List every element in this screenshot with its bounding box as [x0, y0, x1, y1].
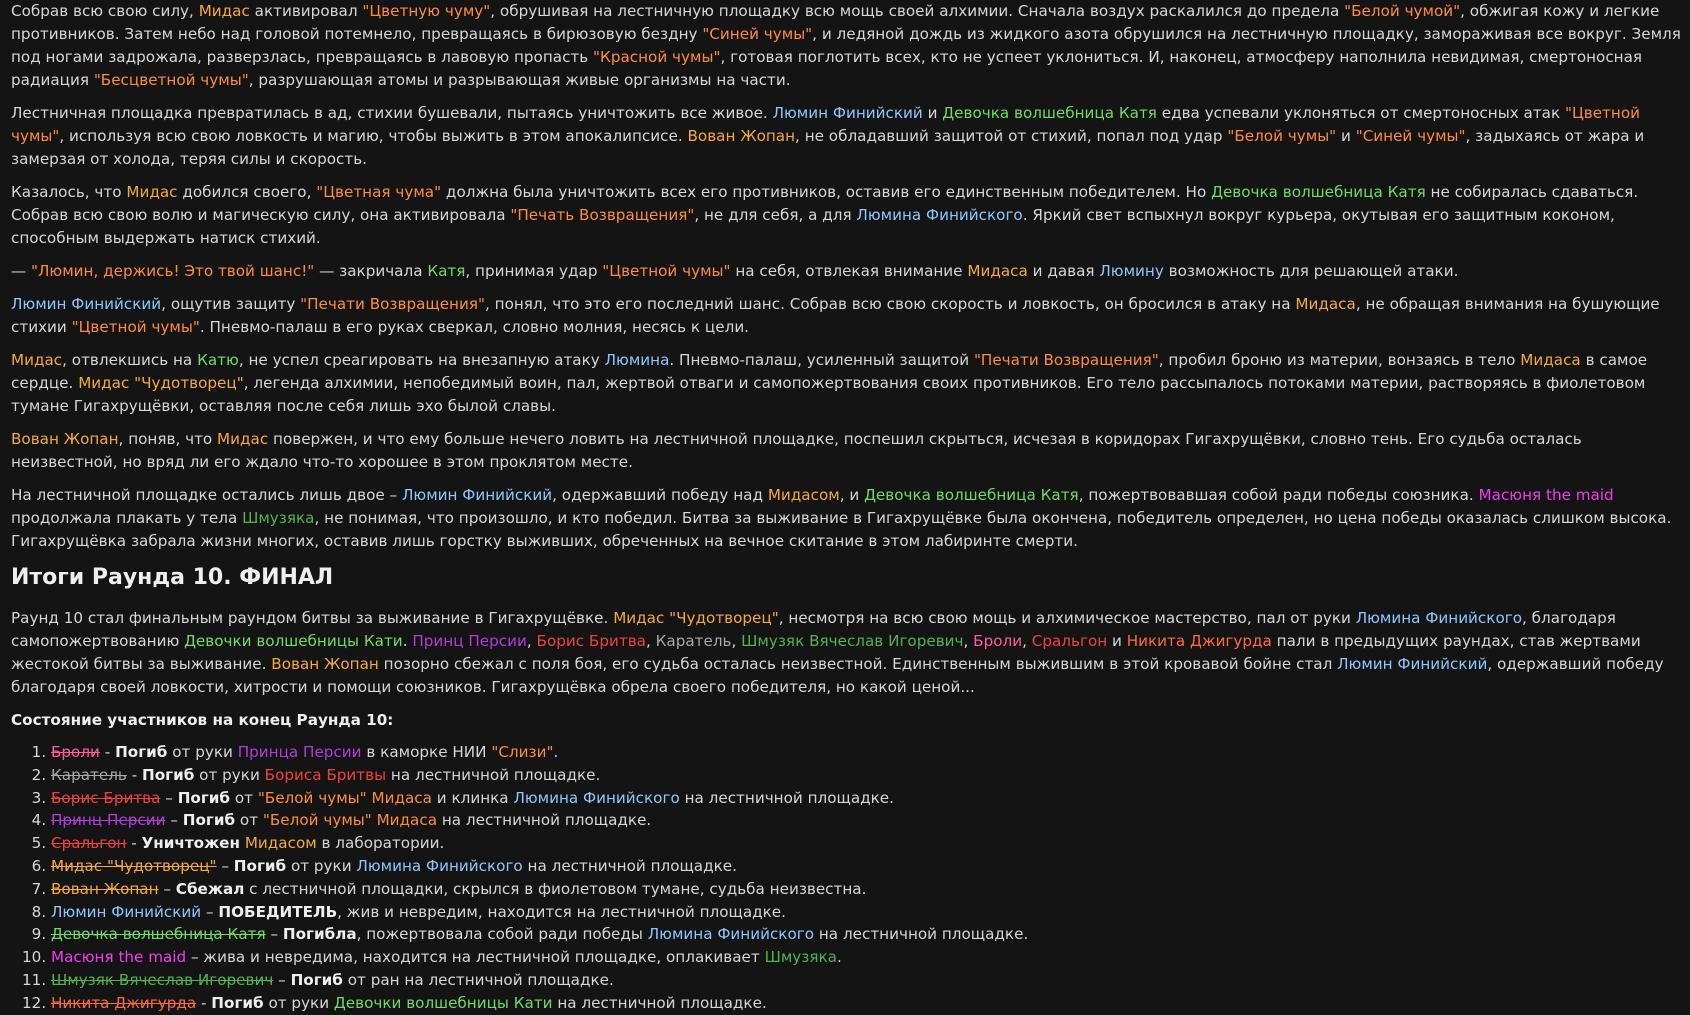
participant-status-item [51, 969, 1681, 992]
story-paragraph-6 [11, 349, 1681, 418]
highlighted-name: Люмин Финийский [1337, 655, 1488, 673]
highlighted-name: Мидаса [967, 262, 1028, 280]
status-word: Уничтожен [141, 834, 240, 853]
highlighted-name: Люмина Финийского [856, 206, 1023, 224]
highlighted-name: Никита Джигурда [51, 993, 197, 1012]
highlighted-name: "Белой чумой" [1344, 2, 1461, 20]
status-list-title: Состояние участников на конец Раунда 10: [11, 711, 394, 729]
story-paragraph-4 [11, 260, 1681, 283]
text-run: . [553, 743, 559, 761]
highlighted-name: Шмузяк Вячеслав Игоревич [741, 632, 964, 650]
highlighted-name: Люмина [604, 351, 670, 369]
text-run: , жив и невредим, находится на лестничной площадке. [337, 902, 786, 921]
highlighted-name: Катя [427, 262, 466, 280]
highlighted-name: Люмина Финийского [647, 925, 815, 944]
participant-status-item [51, 878, 1681, 901]
text-run: – [158, 879, 176, 898]
text-run: Собрав всю свою силу, [11, 2, 199, 20]
highlighted-name: "Печать Возвращения" [510, 206, 695, 224]
highlighted-name: "Цветной чумы" [11, 104, 1640, 145]
text-run: Раунд 10 стал финальным раундом битвы за выживание в Гигахрущёвке. [11, 609, 614, 627]
highlighted-name: "Печати Возвращения" [973, 351, 1159, 369]
text-run: от руки [194, 765, 265, 784]
highlighted-name: Вован Жопан [11, 430, 119, 448]
text-run: должна была уничтожить всех его противников, оставив его единственным победителем. Но [441, 183, 1212, 201]
text-run: - [126, 765, 143, 784]
highlighted-name: Шмузяка [764, 948, 837, 967]
text-run: , не обращая внимания на бушующие стихии [11, 295, 1660, 336]
highlighted-name: "Бесцветной чумы" [93, 71, 249, 89]
text-run: , готовая поглотить всех, кто не успеет уклониться. И, наконец, атмосферу наполнила невидимая, смертоносная радиация [11, 48, 1643, 89]
text-run: , несмотря на всю свою мощь и алхимическое мастерство, пал от руки [778, 609, 1356, 627]
highlighted-name: Мидас "Чудотворец" [613, 609, 779, 627]
highlighted-name: Сральгон [1031, 632, 1108, 650]
participant-status-item [51, 764, 1681, 787]
highlighted-name: "Белой чумы" [1227, 127, 1337, 145]
story-paragraph-7 [11, 428, 1681, 474]
story-paragraph-1 [11, 0, 1681, 92]
highlighted-name: Броли [973, 632, 1023, 650]
status-word: Погиб [233, 856, 287, 875]
text-run: , не для себя, а для [694, 206, 857, 224]
highlighted-name: Каратель [655, 632, 732, 650]
text-run: на лестничной площадке. [437, 811, 652, 830]
participant-status-item [51, 923, 1681, 946]
text-run: пали в предыдущих раундах, став жертвами жестокой битвы за выживание. [11, 632, 1641, 673]
participant-status-item [51, 855, 1681, 878]
text-run: – жива и невредима, находится на лестничной площадке, оплакивает [186, 948, 765, 967]
highlighted-name: Масюня the maid [1478, 486, 1614, 504]
text-run: , пожертвовавшая собой ради победы союзника. [1078, 486, 1479, 504]
highlighted-name: Мидас "Чудотворец" [78, 374, 244, 392]
status-word: Погиб [211, 993, 264, 1012]
status-word: Погиб [182, 811, 236, 830]
status-word: Погиб [142, 765, 195, 784]
highlighted-name: "Белой чумы" Мидаса [257, 788, 432, 807]
highlighted-name: Шмузяка [242, 509, 315, 527]
text-run: активировал [249, 2, 363, 20]
text-run: на лестничной площадке. [522, 856, 737, 875]
text-run: с лестничной площадки, скрылся в фиолетовом тумане, судьба неизвестна. [244, 879, 867, 898]
text-run: , поняв, что [118, 430, 218, 448]
highlighted-name: Принц Персии [412, 632, 527, 650]
highlighted-name: Девочка волшебница Катя [864, 486, 1079, 504]
text-run: , отвлекшись на [62, 351, 198, 369]
text-run: , пожертвовала собой ради победы [356, 925, 648, 944]
text-run: , [963, 632, 974, 650]
highlighted-name: Люмина Финийского [356, 856, 523, 875]
highlighted-name: Катю [197, 351, 239, 369]
text-run: - [126, 834, 142, 853]
story-paragraph-8 [11, 484, 1681, 553]
highlighted-name: Девочка волшебница Катя [942, 104, 1157, 122]
text-run: – [273, 970, 291, 989]
highlighted-name: Девочки волшебницы Кати [333, 993, 553, 1012]
text-run: , одержавший победу над [552, 486, 768, 504]
text-run: На лестничной площадке остались лишь двое – [11, 486, 402, 504]
highlighted-name: Вован Жопан [271, 655, 379, 673]
participant-status-item [51, 901, 1681, 924]
text-run: , [645, 632, 656, 650]
text-run: и давая [1027, 262, 1100, 280]
highlighted-name: Люмин Финийский [11, 295, 162, 313]
highlighted-name: "Цветной чумы" [71, 318, 200, 336]
highlighted-name: Броли [51, 743, 100, 761]
status-word: ПОБЕДИТЕЛЬ [218, 902, 338, 921]
text-run: , принимая удар [465, 262, 603, 280]
text-run: - [99, 743, 116, 761]
text-run: — [11, 262, 32, 280]
highlighted-name: "Цветную чуму" [362, 2, 491, 20]
text-run: – [265, 925, 283, 944]
text-run: , понял, что это его последний шанс. Собрав всю свою скорость и ловкость, он бросился в атаку на [484, 295, 1296, 313]
text-run: , разрушающая атомы и разрывающая живые организмы на части. [248, 71, 791, 89]
text-run: , благодаря самопожертвованию [11, 609, 1616, 650]
status-word: Погиб [177, 788, 231, 807]
text-run: . [402, 632, 413, 650]
highlighted-name: Никита Джигурда [1126, 632, 1272, 650]
highlighted-name: Мидас [217, 430, 269, 448]
highlighted-name: Вован Жопан [687, 127, 796, 145]
highlighted-name: "Печати Возвращения" [300, 295, 485, 313]
text-run: . Пневмо-палаш, усиленный защитой [669, 351, 974, 369]
highlighted-name: Мидасом [767, 486, 840, 504]
text-run: в лаборатории. [316, 834, 445, 853]
text-run: и клинка [431, 788, 514, 807]
text-run: на лестничной площадке. [679, 788, 894, 807]
text-run: . [836, 948, 842, 967]
text-run: едва успевали уклоняться от смертоносных атак [1156, 104, 1565, 122]
highlighted-name: "Цветной чумы" [602, 262, 731, 280]
text-run: . Яркий свет вспыхнул вокруг курьера, окутывая его защитным коконом, способным выдержать натиск стихий. [11, 206, 1615, 247]
participant-status-item [51, 809, 1681, 832]
highlighted-name: Девочка волшебница Катя [51, 925, 266, 944]
round-summary-paragraph [11, 607, 1681, 699]
highlighted-name: Принца Персии [237, 743, 362, 761]
status-word: Погиб [290, 970, 343, 989]
text-run: , [1022, 632, 1032, 650]
text-run: , ощутив защиту [161, 295, 301, 313]
participant-status-item [51, 832, 1681, 855]
text-run: на лестничной площадке. [552, 993, 767, 1012]
text-run: в каморке НИИ [361, 743, 492, 761]
status-word: Погиб [115, 743, 168, 761]
text-run: позорно сбежал с поля боя, его судьба осталась неизвестной. Единственным выжившим в этой кровавой бойне стал [378, 655, 1338, 673]
text-run: . Пневмо-палаш в его руках сверкал, словно молния, несясь к цели. [199, 318, 750, 336]
text-run: - [196, 993, 212, 1012]
text-run: — закричала [314, 262, 428, 280]
highlighted-name: Мидаса [1520, 351, 1581, 369]
text-run: от руки [286, 856, 357, 875]
highlighted-name: Мидас [126, 183, 178, 201]
participant-status-item [51, 946, 1681, 969]
highlighted-name: Бориса Бритвы [264, 765, 387, 784]
highlighted-name: Девочки волшебницы Кати [184, 632, 403, 650]
highlighted-name: Люмин Финийский [772, 104, 923, 122]
text-run: , используя всю свою ловкость и магию, чтобы выжить в этом апокалипсисе. [59, 127, 688, 145]
text-run: от руки [167, 743, 238, 761]
text-run: , пробил броню из материи, вонзаясь в тело [1158, 351, 1521, 369]
highlighted-name: "Люмин, держись! Это твой шанс!" [31, 262, 315, 280]
highlighted-name: Каратель [51, 765, 127, 784]
text-run: повержен, и что ему больше нечего ловить на лестничной площадке, поспешил скрыться, исчезая в коридорах Гигахрущёвки, словно тень. Его судьба осталась неизвестной, но вряд ли его ждало что-то хорошее в этом проклятом месте. [11, 430, 1582, 471]
text-run: от руки [263, 993, 334, 1012]
participant-status-item [51, 787, 1681, 810]
text-run: от [230, 788, 258, 807]
text-run: , не понимая, что произошло, и кто победил. Битва за выживание в Гигахрущёвке была окончена, победитель определен, но цена победы оказалась слишком высока. Гигахрущёвка забрала жизни многих, оставив лишь горстку выживших, обреченных на вечное скитание в этом лабиринте смерти. [11, 509, 1672, 550]
text-run: от ран на лестничной площадке. [342, 970, 614, 989]
text-run: и [922, 104, 943, 122]
text-run: и [1107, 632, 1127, 650]
highlighted-name: Мидасом [244, 834, 317, 853]
text-run: возможность для решающей атаки. [1163, 262, 1459, 280]
highlighted-name: Мидас [198, 2, 250, 20]
highlighted-name: Люмина Финийского [1355, 609, 1523, 627]
text-run: , одержавший победу благодаря своей ловкости, хитрости и помощи союзников. Гигахрущёвка обрела своего победителя, но какой ценой... [11, 655, 1664, 696]
text-run: продолжала плакать у тела [11, 509, 243, 527]
highlighted-name: Масюня the maid [51, 948, 187, 967]
text-run: Лестничная площадка превратилась в ад, стихии бушевали, пытаясь уничтожить все живое. [11, 104, 773, 122]
text-run: добился своего, [177, 183, 317, 201]
highlighted-name: Люмина Финийского [513, 788, 680, 807]
status-word: Сбежал [175, 879, 245, 898]
highlighted-name: Принц Персии [51, 811, 166, 830]
highlighted-name: "Синей чумы" [702, 25, 813, 43]
highlighted-name: "Красной чумы" [593, 48, 721, 66]
text-run: не собиралась сдаваться. Собрав всю свою волю и магическую силу, она активировала [11, 183, 1639, 224]
text-run: на себя, отвлекая внимание [730, 262, 968, 280]
text-run: и [1336, 127, 1356, 145]
participants-status-list [11, 741, 1681, 1015]
highlighted-name: "Слизи" [491, 743, 554, 761]
text-run: – [165, 811, 183, 830]
highlighted-name: Люмину [1099, 262, 1164, 280]
text-run: – [201, 902, 219, 921]
highlighted-name: Мидаса [1295, 295, 1356, 313]
story-paragraph-5 [11, 293, 1681, 339]
text-run: на лестничной площадке. [386, 765, 601, 784]
text-run: , обжигая кожу и легкие противников. Затем небо над головой потемнело, превращаясь в бирюзовую бездну [11, 2, 1660, 43]
highlighted-name: "Синей чумы" [1355, 127, 1466, 145]
text-run: на лестничной площадке. [814, 925, 1029, 944]
highlighted-name: Девочка волшебница Катя [1211, 183, 1426, 201]
highlighted-name: Шмузяк Вячеслав Игоревич [51, 970, 274, 989]
highlighted-name: Люмин Финийский [401, 486, 553, 504]
text-run: , легенда алхимии, непобедимый воин, пал, жертвой отваги и самопожертвования своих противников. Его тело рассыпалось потоками материи, растворяясь в фиолетовом тумане Гигахрущёвки, оставляя после себя лишь эхо былой славы. [11, 374, 1646, 415]
highlighted-name: "Белой чумы" Мидаса [262, 811, 438, 830]
highlighted-name: Борис Бритва [536, 632, 646, 650]
highlighted-name: Вован Жопан [51, 879, 159, 898]
highlighted-name: Мидас "Чудотворец" [51, 856, 217, 875]
text-run: , [526, 632, 537, 650]
text-run: – [216, 856, 234, 875]
text-run: , и ледяной дождь из жидкого азота обрушился на лестничную площадку, замораживая все вокруг. Земля под ногами задрожала, разверзлась, превращаясь в лавовую пропасть [11, 25, 1681, 66]
highlighted-name: "Цветная чума" [316, 183, 442, 201]
text-run: – [160, 788, 178, 807]
text-run: от [235, 811, 263, 830]
text-run: , и [839, 486, 865, 504]
highlighted-name: Люмин Финийский [51, 902, 202, 921]
text-run: , задыхаясь от жара и замерзая от холода, теряя силы и скорость. [11, 127, 1645, 168]
story-paragraph-2 [11, 102, 1681, 171]
text-run: в самое сердце. [11, 351, 1648, 392]
status-word: Погибла [282, 925, 357, 944]
highlighted-name: Мидас [11, 351, 63, 369]
text-run: Казалось, что [11, 183, 127, 201]
text-run: , не успел среагировать на внезапную атаку [238, 351, 605, 369]
highlighted-name: Сральгон [51, 834, 127, 853]
text-run: , обрушивая на лестничную площадку всю мощь своей алхимии. Сначала воздух раскалился до предела [490, 2, 1345, 20]
participant-status-item [51, 992, 1681, 1015]
participant-status-item [51, 741, 1681, 764]
text-run: , [731, 632, 742, 650]
round-summary-heading: Итоги Раунда 10. ФИНАЛ [11, 565, 334, 590]
text-run: , не обладавший защитой от стихий, попал под удар [795, 127, 1228, 145]
story-paragraph-3 [11, 181, 1681, 250]
highlighted-name: Борис Бритва [51, 788, 161, 807]
